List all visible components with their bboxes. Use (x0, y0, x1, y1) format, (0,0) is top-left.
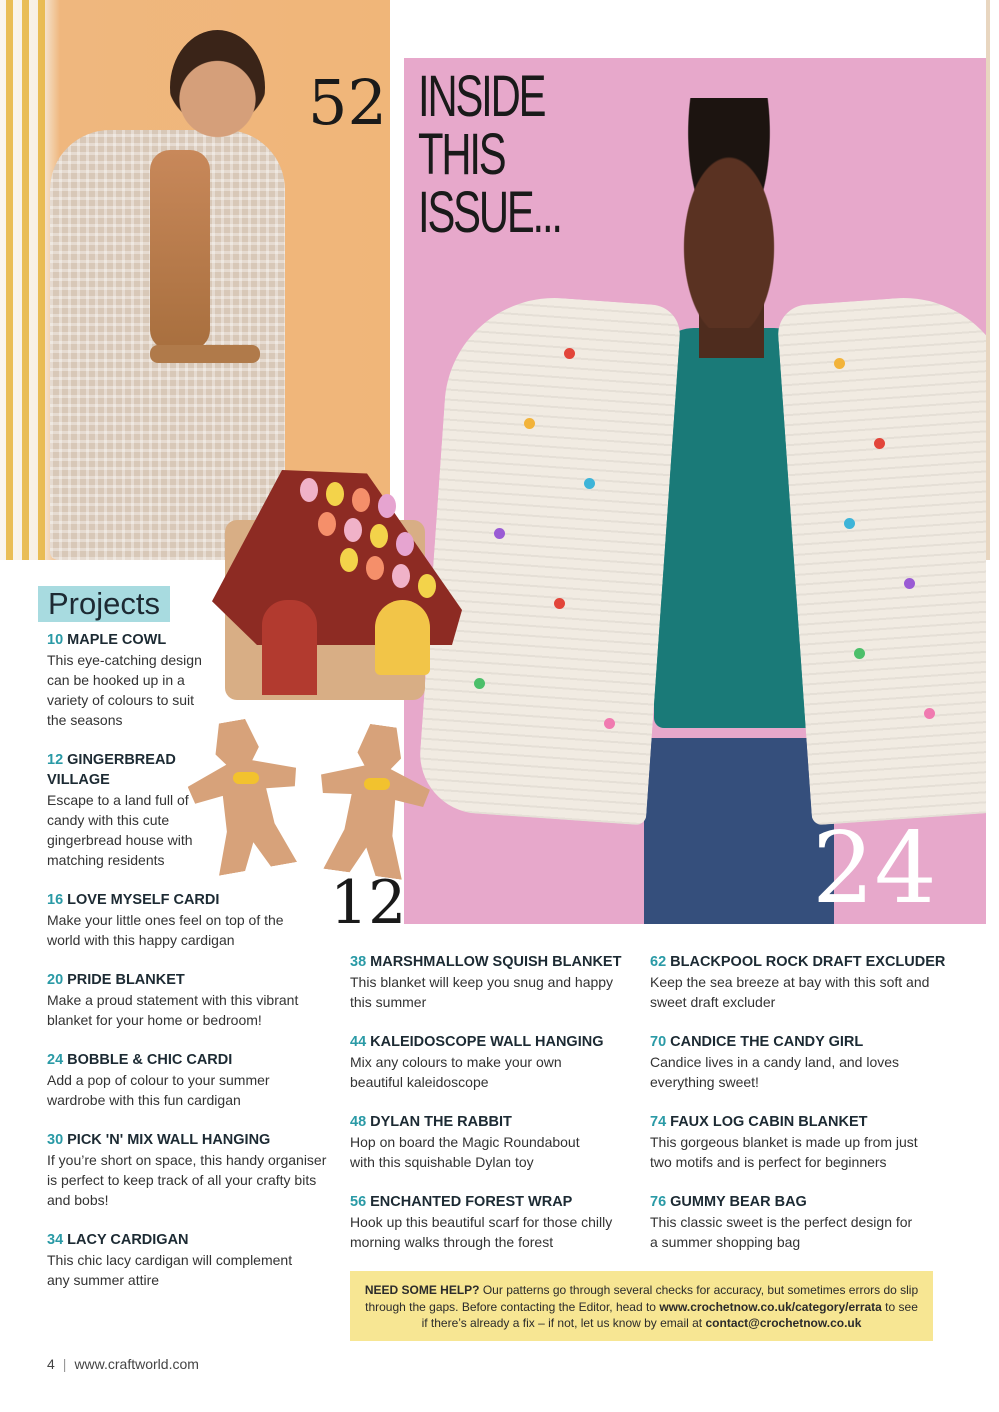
project-entry (650, 1032, 950, 1092)
headline-line: ISSUE... (418, 180, 561, 245)
project-title (47, 890, 337, 910)
project-title (350, 1112, 640, 1132)
project-title (47, 1230, 337, 1250)
roof-shingle (344, 518, 362, 542)
headline-line: THIS (418, 122, 505, 187)
bobble (874, 438, 885, 449)
project-page: 10 (47, 632, 64, 648)
project-page: 62 (650, 954, 667, 970)
project-name: LOVE MYSELF CARDI (67, 892, 220, 908)
roof-shingle (340, 548, 358, 572)
project-description: Make your little ones feel on top of the world with this happy cardigan (47, 912, 284, 948)
project-name: PICK 'N' MIX WALL HANGING (67, 1132, 271, 1148)
project-entry (47, 890, 337, 950)
project-title (47, 1130, 337, 1150)
model-cardigan-left (416, 291, 682, 826)
project-entry (47, 1130, 337, 1210)
bobble (474, 678, 485, 689)
project-description: Add a pop of colour to your summer wardrobe with this fun cardigan (47, 1072, 270, 1108)
projects-column-2 (350, 952, 640, 1272)
project-name: KALEIDOSCOPE WALL HANGING (370, 1034, 604, 1050)
model-shirt (150, 150, 210, 350)
contact-email-link[interactable]: contact@crochetnow.co.uk (705, 1316, 862, 1330)
project-title (47, 1050, 337, 1070)
roof-shingle (318, 512, 336, 536)
project-title (650, 1192, 950, 1212)
project-entry (47, 1230, 337, 1290)
project-title (47, 970, 337, 990)
page-footer (47, 1356, 199, 1372)
model-head (654, 98, 804, 328)
project-entry (350, 1032, 640, 1092)
curtain-stripe (38, 0, 45, 560)
page-callout-52: 52 (308, 66, 387, 139)
project-description: Make a proud statement with this vibrant blanket for your home or bedroom! (47, 992, 299, 1028)
project-name: LACY CARDIGAN (67, 1232, 189, 1248)
project-entry (650, 1192, 950, 1252)
project-entry (350, 1112, 640, 1172)
bobble (554, 598, 565, 609)
footer-separator: | (62, 1356, 67, 1372)
roof-shingle (326, 482, 344, 506)
project-entry (47, 630, 337, 730)
project-name: BLACKPOOL ROCK DRAFT EXCLUDER (670, 954, 946, 970)
project-name: PRIDE BLANKET (67, 972, 185, 988)
page-callout-24: 24 (812, 812, 937, 926)
bobble (924, 708, 935, 719)
bobble (904, 578, 915, 589)
project-page: 76 (650, 1194, 667, 1210)
page-callout-12: 12 (330, 868, 407, 938)
project-page: 38 (350, 954, 367, 970)
roof-shingle (300, 478, 318, 502)
roof-shingle (378, 494, 396, 518)
project-page: 70 (650, 1034, 667, 1050)
project-entry (350, 1192, 640, 1252)
roof-shingle (366, 556, 384, 580)
project-entry (47, 750, 337, 870)
curtain-stripe (22, 0, 29, 560)
project-description: Candice lives in a candy land, and loves everything sweet! (650, 1054, 900, 1090)
project-page: 30 (47, 1132, 64, 1148)
bobble (524, 418, 535, 429)
project-title (650, 1112, 950, 1132)
errata-link[interactable]: www.crochetnow.co.uk/category/errata (659, 1299, 882, 1314)
issue-headline (418, 64, 562, 245)
project-title (650, 952, 950, 972)
project-title (350, 1192, 640, 1212)
project-description: This chic lacy cardigan will complement any summer attire (47, 1252, 293, 1288)
project-description: Hook up this beautiful scarf for those chilly morning walks through the forest (350, 1214, 613, 1250)
project-name: GINGERBREAD VILLAGE (47, 752, 176, 788)
project-description: Escape to a land full of candy with this cute gingerbread house with matching residents (47, 792, 193, 868)
project-entry (350, 952, 640, 1012)
bobble (564, 348, 575, 359)
project-page: 56 (350, 1194, 367, 1210)
project-page: 74 (650, 1114, 667, 1130)
gingerbread-house-window (375, 600, 430, 675)
project-page: 48 (350, 1114, 367, 1130)
project-page: 16 (47, 892, 64, 908)
project-title (47, 750, 187, 790)
page-edge-bar (986, 0, 999, 560)
project-description: This eye-catching design can be hooked up in a variety of colours to suit the seasons (47, 652, 202, 728)
project-title (650, 1032, 950, 1052)
section-label-projects: Projects (38, 586, 170, 622)
roof-shingle (352, 488, 370, 512)
bobble (834, 358, 845, 369)
roof-shingle (418, 574, 436, 598)
footer-page-number: 4 (47, 1356, 55, 1372)
bobble (604, 718, 615, 729)
help-notice (350, 1271, 933, 1341)
model-head (170, 30, 265, 145)
project-name: MARSHMALLOW SQUISH BLANKET (370, 954, 622, 970)
project-name: DYLAN THE RABBIT (370, 1114, 512, 1130)
model-jeans (644, 738, 834, 924)
bobble (854, 648, 865, 659)
help-text: to see if there’s already a fix – if not, let us know by email at (421, 1299, 918, 1330)
headline-line: INSIDE (418, 64, 545, 129)
project-name: ENCHANTED FOREST WRAP (370, 1194, 573, 1210)
project-description: If you’re short on space, this handy organiser is perfect to keep track of all your crafty bits and bobs! (47, 1152, 327, 1208)
project-page: 34 (47, 1232, 64, 1248)
project-description: This classic sweet is the perfect design for a summer shopping bag (650, 1214, 913, 1250)
help-lead: NEED SOME HELP? (364, 1283, 480, 1297)
project-description: Hop on board the Magic Roundabout with this squishable Dylan toy (350, 1134, 580, 1170)
model-cardigan-right (776, 291, 986, 826)
project-name: MAPLE COWL (67, 632, 167, 648)
project-page: 24 (47, 1052, 64, 1068)
project-name: GUMMY BEAR BAG (670, 1194, 807, 1210)
project-description: This gorgeous blanket is made up from just two motifs and is perfect for beginners (650, 1134, 918, 1170)
projects-column-3 (650, 952, 950, 1272)
project-description: Keep the sea breeze at bay with this soft and sweet draft excluder (650, 974, 930, 1010)
roof-shingle (370, 524, 388, 548)
project-title (350, 952, 640, 972)
bobble (494, 528, 505, 539)
project-description: Mix any colours to make your own beautiful kaleidoscope (350, 1054, 562, 1090)
project-page: 44 (350, 1034, 367, 1050)
help-text: Our patterns go through several checks for accuracy, but sometimes errors do slip through the gaps. Before contacting the Editor, head to (365, 1283, 919, 1314)
project-entry (47, 1050, 337, 1110)
project-page: 20 (47, 972, 64, 988)
curtain-stripe (6, 0, 13, 560)
project-title (47, 630, 337, 650)
project-page: 12 (47, 752, 64, 768)
project-description: This blanket will keep you snug and happy this summer (350, 974, 614, 1010)
roof-shingle (396, 532, 414, 556)
project-entry (650, 1112, 950, 1172)
project-title (350, 1032, 640, 1052)
project-name: CANDICE THE CANDY GIRL (670, 1034, 864, 1050)
project-name: FAUX LOG CABIN BLANKET (670, 1114, 868, 1130)
project-entry (47, 970, 337, 1030)
project-entry (650, 952, 950, 1012)
roof-shingle (392, 564, 410, 588)
bobble (844, 518, 855, 529)
project-name: BOBBLE & CHIC CARDI (67, 1052, 233, 1068)
projects-column-1 (47, 630, 337, 1310)
footer-website-link[interactable]: www.craftworld.com (74, 1356, 199, 1372)
gingerbread-bow (364, 778, 390, 790)
bobble (584, 478, 595, 489)
model-belt (150, 345, 260, 363)
